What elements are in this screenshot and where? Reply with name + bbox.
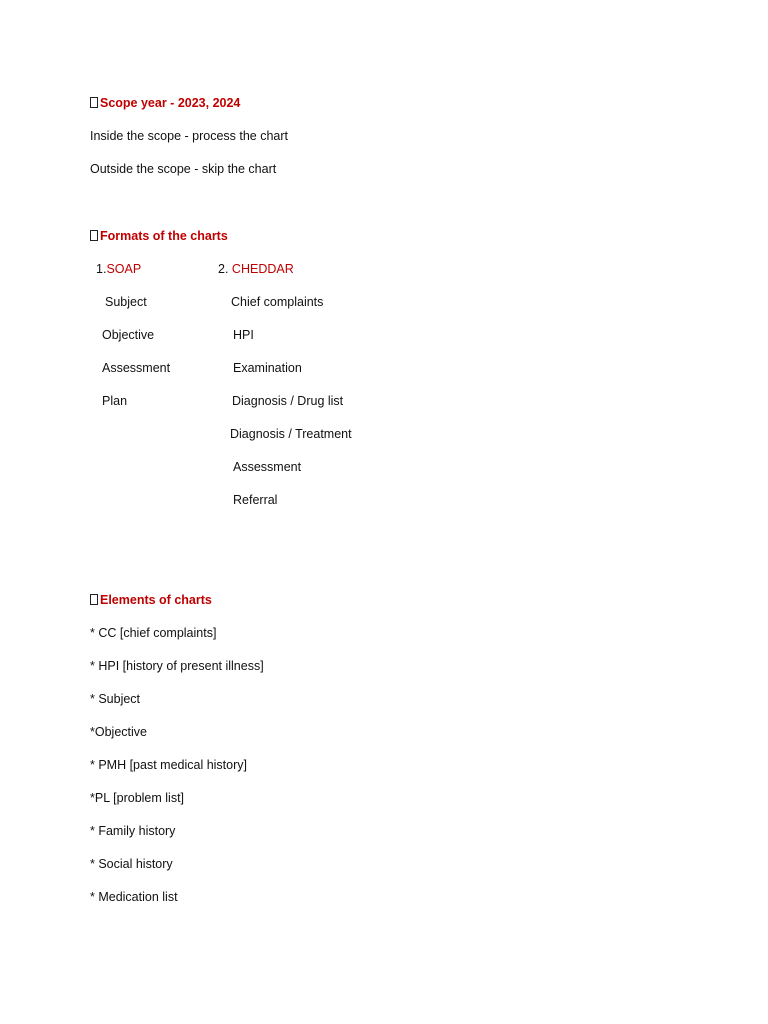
scope-heading — [90, 95, 240, 111]
missing-glyph-icon — [90, 594, 98, 605]
scope-heading-text: Scope year - 2023, 2024 — [100, 96, 241, 110]
element-item: * Family history — [90, 824, 176, 838]
element-item: * Social history — [90, 857, 173, 871]
element-item: * PMH [past medical history] — [90, 758, 247, 772]
cheddar-item: HPI — [233, 328, 254, 342]
soap-item: Assessment — [102, 361, 171, 375]
missing-glyph-icon — [90, 230, 98, 241]
cheddar-item: Referral — [233, 493, 278, 507]
soap-item: Plan — [102, 394, 128, 408]
cheddar-item: Diagnosis / Treatment — [230, 427, 352, 441]
soap-number: 1. — [96, 262, 107, 276]
element-item: * Medication list — [90, 890, 178, 904]
elements-heading — [90, 592, 212, 608]
elements-heading-text: Elements of charts — [100, 593, 212, 607]
element-item: *PL [problem list] — [90, 791, 185, 805]
cheddar-item: Chief complaints — [231, 295, 324, 309]
scope-inside-text: Inside the scope - process the chart — [90, 129, 289, 143]
scope-outside-text: Outside the scope - skip the chart — [90, 162, 277, 176]
cheddar-item: Assessment — [233, 460, 302, 474]
soap-title-text: SOAP — [106, 262, 142, 276]
cheddar-title-text: CHEDDAR — [231, 262, 294, 276]
cheddar-item: Diagnosis / Drug list — [232, 394, 344, 408]
element-item: *Objective — [90, 725, 147, 739]
cheddar-item: Examination — [233, 361, 302, 375]
element-item: * CC [chief complaints] — [90, 626, 217, 640]
cheddar-number: 2. — [218, 262, 229, 276]
cheddar-title — [218, 261, 294, 277]
formats-heading-text: Formats of the charts — [100, 229, 228, 243]
soap-item: Subject — [105, 295, 147, 309]
soap-title — [96, 261, 141, 277]
missing-glyph-icon — [90, 97, 98, 108]
soap-item: Objective — [102, 328, 155, 342]
formats-heading — [90, 228, 228, 244]
element-item: * Subject — [90, 692, 141, 706]
element-item: * HPI [history of present illness] — [90, 659, 264, 673]
